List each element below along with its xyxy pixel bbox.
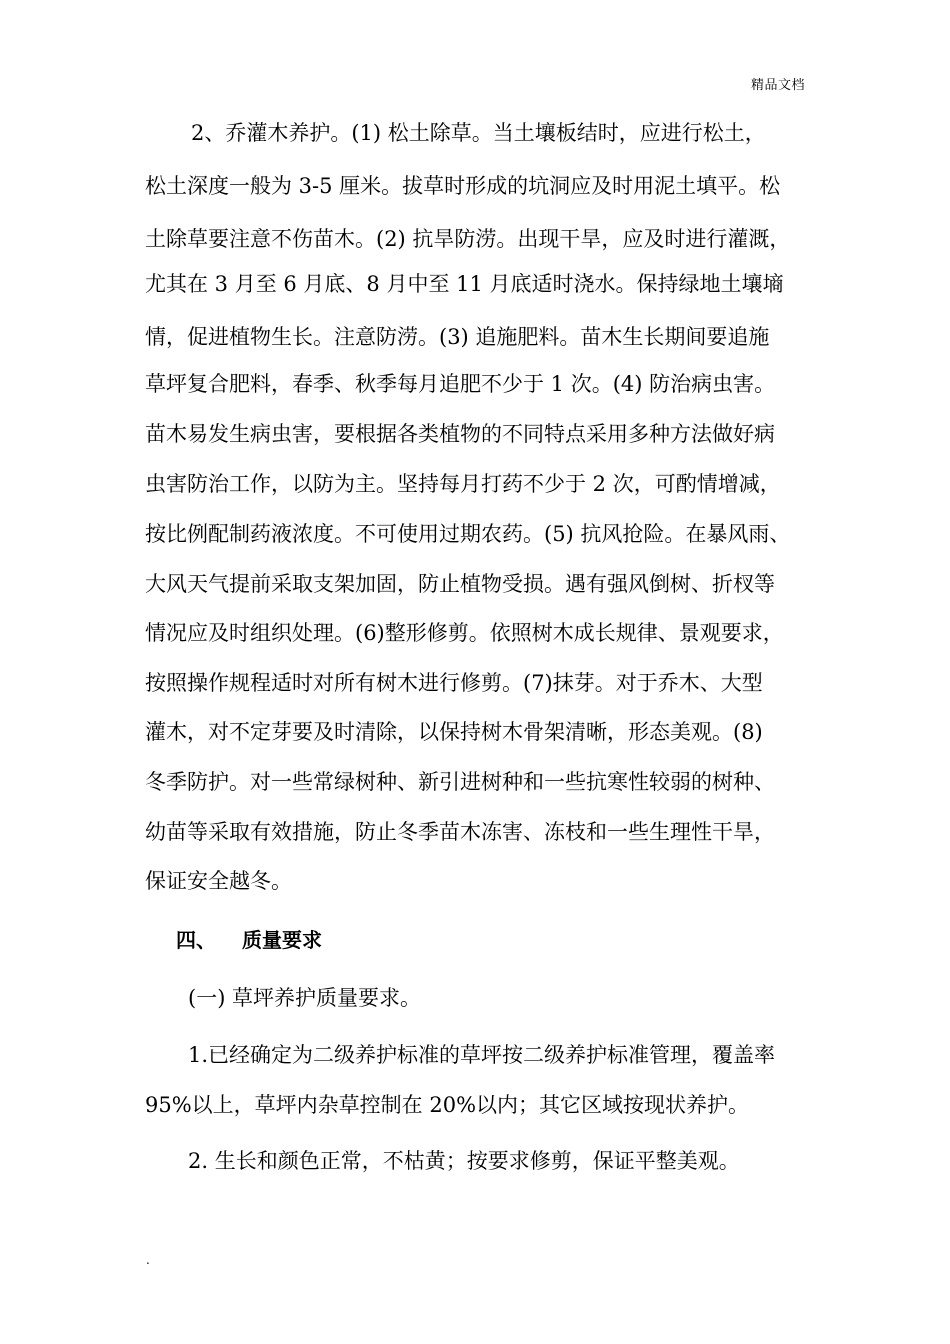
section-heading-title: 质量要求 bbox=[242, 928, 322, 952]
paragraph-line: 土除草要注意不伤苗木。(2) 抗旱防涝。出现干旱，应及时进行灌溉， bbox=[145, 227, 791, 251]
paragraph-line: 情况应及时组织处理。(6)整形修剪。依照树木成长规律、景观要求， bbox=[145, 621, 784, 645]
page-header-label: 精品文档 bbox=[750, 78, 805, 93]
list-item-1-line-2: 95%以上，草坪内杂草控制在 20%以内；其它区域按现状养护。 bbox=[145, 1093, 750, 1117]
list-item-1-line-1: 1.已经确定为二级养护标准的草坪按二级养护标准管理，覆盖率 bbox=[188, 1043, 776, 1067]
paragraph-line: 大风天气提前采取支架加固，防止植物受损。遇有强风倒树、折杈等 bbox=[145, 572, 775, 596]
section-heading-number: 四、 bbox=[176, 928, 216, 952]
paragraph-line: 情，促进植物生长。注意防涝。(3) 追施肥料。苗木生长期间要追施 bbox=[145, 325, 770, 349]
paragraph-line: 按照操作规程适时对所有树木进行修剪。(7)抹芽。对于乔木、大型 bbox=[145, 671, 763, 695]
section-heading bbox=[176, 930, 322, 950]
paragraph-line: 按比例配制药液浓度。不可使用过期农药。(5) 抗风抢险。在暴风雨、 bbox=[145, 522, 791, 546]
paragraph-line: 冬季防护。对一些常绿树种、新引进树种和一些抗寒性较弱的树种、 bbox=[145, 770, 775, 794]
paragraph-line: 草坪复合肥料，春季、秋季每月追肥不少于 1 次。(4) 防治病虫害。 bbox=[145, 372, 776, 396]
paragraph-line: 苗木易发生病虫害，要根据各类植物的不同特点采用多种方法做好病 bbox=[145, 422, 775, 446]
paragraph-line: 幼苗等采取有效措施，防止冬季苗木冻害、冻枝和一些生理性干旱， bbox=[145, 820, 775, 844]
paragraph-line: 尤其在 3 月至 6 月底、8 月中至 11 月底适时浇水。保持绿地土壤墒 bbox=[145, 272, 784, 296]
subsection-heading: (一) 草坪养护质量要求。 bbox=[188, 986, 422, 1010]
paragraph-line: 保证安全越冬。 bbox=[145, 869, 292, 893]
page-footer-mark: . bbox=[146, 1253, 150, 1267]
paragraph-line: 灌木，对不定芽要及时清除，以保持树木骨架清晰，形态美观。(8) bbox=[145, 720, 763, 744]
paragraph-line: 2、乔灌木养护。(1) 松土除草。当土壤板结时，应进行松土， bbox=[191, 121, 766, 145]
paragraph-line: 松土深度一般为 3-5 厘米。拔草时形成的坑洞应及时用泥土填平。松 bbox=[145, 174, 781, 198]
paragraph-line: 虫害防治工作，以防为主。坚持每月打药不少于 2 次，可酌情增减， bbox=[145, 472, 781, 496]
list-item-2: 2. 生长和颜色正常，不枯黄；按要求修剪，保证平整美观。 bbox=[188, 1149, 740, 1173]
